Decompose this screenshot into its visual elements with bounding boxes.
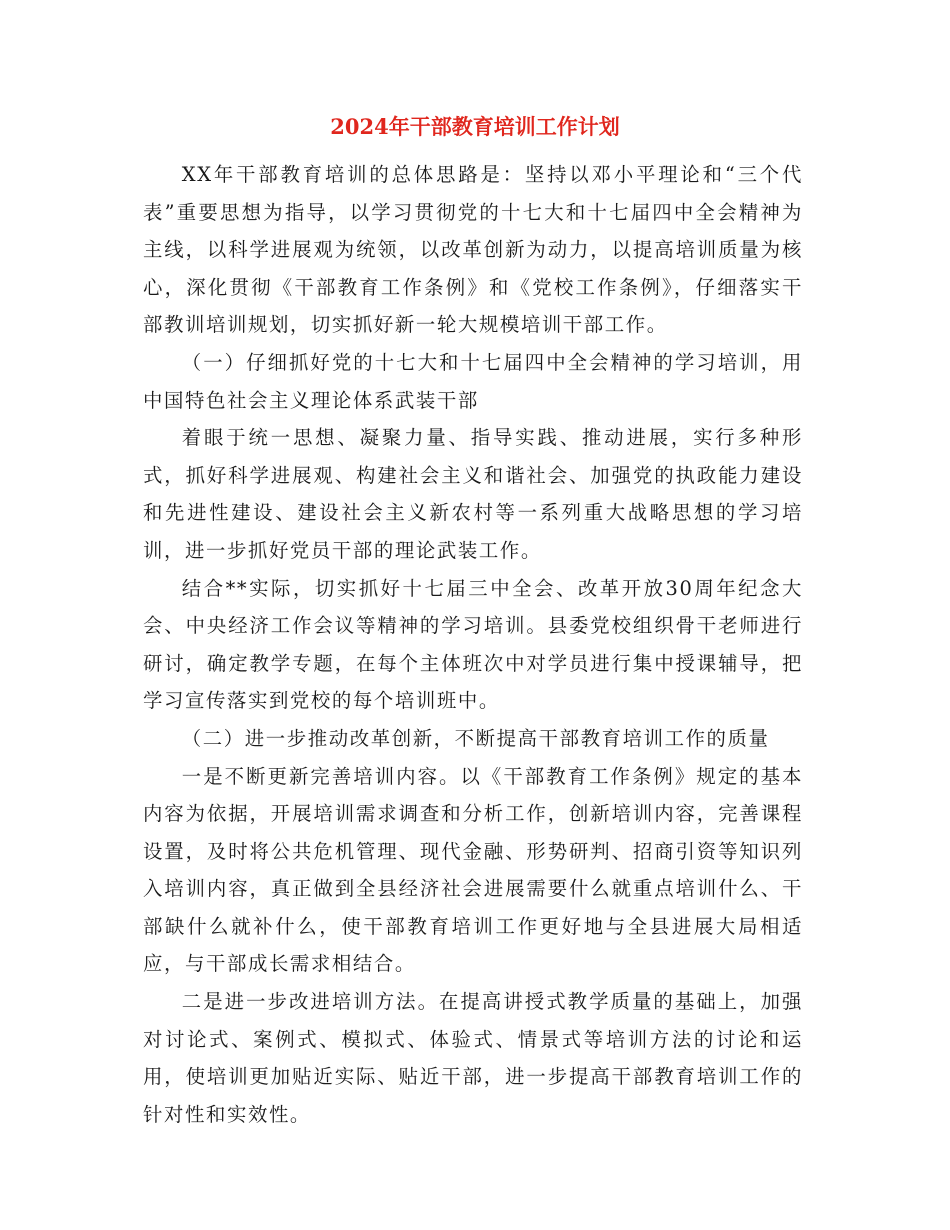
section-heading-2: （二）进一步推动改革创新，不断提高干部教育培训工作的质量 (181, 726, 770, 750)
paragraph-content: 一是不断更新完善培训内容。以《干部教育工作条例》规定的基本内容为依据，开展培训需求调查和分析工作，创新培训内容，完善课程设置，及时将公共危机管理、现代金融、形势研判、招商引资等知识列入培训内容，真正做到全县经济社会进展需要什么就重点培训什么、干部缺什么就补什么，使干部教育培训工作更好地与全县进展大局相适应，与干部成长需求相结合。 (143, 764, 803, 976)
paragraph-theory: 着眼于统一思想、凝聚力量、指导实践、推动进展，实行多种形式，抓好科学进展观、构建社会主义和谐社会、加强党的执政能力建设和先进性建设、建设社会主义新农村等一系列重大战略思想的学习培训，进一步抓好党员干部的理论武装工作。 (143, 426, 803, 562)
paragraph-methods: 二是进一步改进培训方法。在提高讲授式教学质量的基础上，加强对讨论式、案例式、模拟式、体验式、情景式等培训方法的讨论和运用，使培训更加贴近实际、贴近干部，进一步提高干部教育培训工作的针对性和实效性。 (143, 990, 803, 1126)
paragraph-practice: 结合**实际，切实抓好十七届三中全会、改革开放30周年纪念大会、中央经济工作会议等精神的学习培训。县委党校组织骨干老师进行研讨，确定教学专题，在每个主体班次中对学员进行集中授课辅导，把学习宣传落实到党校的每个培训班中。 (143, 576, 803, 713)
paragraph-overview: XX年干部教育培训的总体思路是：坚持以邓小平理论和“三个代表”重要思想为指导，以学习贯彻党的十七大和十七届四中全会精神为主线，以科学进展观为统领，以改革创新为动力，以提高培训质量为核心，深化贯彻《干部教育工作条例》和《党校工作条例》，仔细落实干部教训培训规划，切实抓好新一轮大规模培训干部工作。 (143, 163, 803, 337)
section-heading-1: （一）仔细抓好党的十七大和十七届四中全会精神的学习培训，用中国特色社会主义理论体系武装干部 (143, 350, 803, 412)
document-title: 2024年干部教育培训工作计划 (330, 114, 620, 139)
document-body (143, 156, 803, 1133)
